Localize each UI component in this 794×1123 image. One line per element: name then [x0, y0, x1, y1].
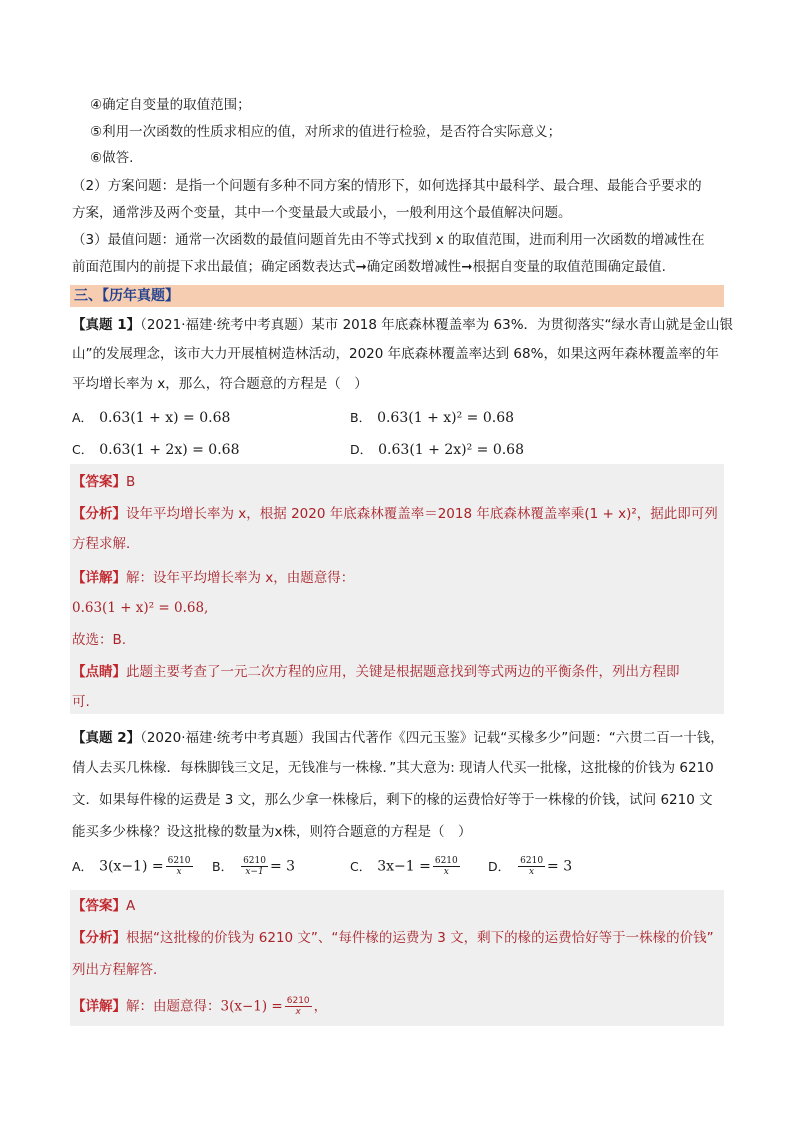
q1-answer-tag: 【答案】 [72, 474, 126, 490]
q2-option-b [212, 856, 295, 877]
q2-option-c-denominator: x [443, 867, 449, 877]
q1-option-c-label: C． [72, 442, 94, 457]
q1-note-line-2: 可. [72, 694, 90, 710]
q2-option-a [72, 856, 195, 877]
step-5: ⑤利用一次函数的性质求相应的值，对所求的值进行检验，是否符合实际意义； [90, 124, 562, 140]
q1-note-text: 此题主要考查了一元二次方程的应用，关键是根据题意找到等式两边的平衡条件，列出方程即 [126, 664, 680, 680]
q2-detail-numerator: 6210 [286, 996, 310, 1006]
q1-text-1: （2021·福建·统考中考真题）某市 2018 年底森林覆盖率为 63%．为贯彻落实“绿水青山就是金山银 [140, 317, 734, 333]
q1-note-line-1 [72, 662, 680, 682]
q1-option-d [350, 440, 524, 458]
step-6: ⑥做答. [90, 150, 134, 166]
q2-option-a-label: A． [72, 858, 94, 874]
q1-option-b-text: 0.63(1 + x)² = 0.68 [377, 410, 515, 426]
q1-option-d-label: D． [350, 442, 373, 457]
q2-detail-tag: 【详解】 [72, 998, 126, 1015]
q2-option-b-right: = 3 [269, 858, 296, 875]
q1-option-a-label: A． [72, 410, 94, 425]
q1-note-tag: 【点睛】 [72, 664, 126, 680]
q1-line-1 [72, 315, 733, 335]
q2-option-b-denominator: x−1 [245, 867, 264, 877]
q1-line-2: 山”的发展理念，该市大力开展植树造林活动，2020 年底森林覆盖率达到 68%，如果这两年森林覆盖率的年 [72, 346, 719, 362]
q1-answer-value: B [126, 474, 136, 490]
paragraph-3-line-1: （3）最值问题：通常一次函数的最值问题首先由不等式找到 x 的取值范围，进而利用一次函数的增减性在 [72, 232, 705, 248]
q1-analysis-line-2: 方程求解． [72, 536, 140, 552]
q1-detail-line-1 [72, 568, 354, 588]
q2-analysis-text: 根据“这批椽的价钱为 6210 文”、“每件椽的运费为 3 文，剩下的椽的运费恰好等于一株椽的价钱” [126, 930, 714, 946]
q1-detail-tag: 【详解】 [72, 570, 126, 586]
section-header [70, 285, 724, 307]
paragraph-2-line-1: （2）方案问题：是指一个问题有多种不同方案的情形下，如何选择其中最科学、最合理、最能合乎要求的 [72, 178, 702, 194]
q1-answer [72, 472, 135, 492]
q2-detail-line [72, 996, 327, 1017]
q2-detail-left: 3(x−1) = [220, 998, 283, 1015]
q2-option-d-label: D． [488, 858, 511, 874]
q1-option-c-text: 0.63(1 + 2x) = 0.68 [99, 442, 240, 458]
paragraph-3-line-2: 前面范围内的前提下求出最值；确定函数表达式➞确定函数增减性➞根据自变量的取值范围确定最值. [72, 259, 666, 275]
q1-detail-text: 解：设年平均增长率为 x，由题意得： [126, 570, 355, 586]
q2-option-a-denominator: x [176, 867, 182, 877]
q1-option-a [72, 408, 230, 426]
q2-option-d-right: = 3 [547, 858, 573, 875]
q1-detail-equation: 0.63(1 + x)² = 0.68, [72, 600, 209, 616]
q2-answer-value: A [126, 898, 136, 914]
q2-option-d [488, 856, 572, 877]
q2-tag: 【真题 2】 [72, 730, 141, 746]
q2-answer [72, 896, 135, 916]
q2-analysis-line-2: 列出方程解答． [72, 962, 167, 978]
q2-option-c-numerator: 6210 [434, 856, 458, 866]
q2-answer-tag: 【答案】 [72, 898, 126, 914]
q1-analysis-text: 设年平均增长率为 x，根据 2020 年底森林覆盖率＝2018 年底森林覆盖率乘(1 + x)²，据此即可列 [126, 506, 718, 522]
q1-option-c [72, 440, 239, 458]
q2-option-c-label: C． [350, 858, 372, 874]
q1-detail-choose: 故选：B. [72, 632, 127, 648]
q2-option-d-numerator: 6210 [520, 856, 544, 866]
section-title: 三、【历年真题】 [74, 288, 179, 304]
q2-option-b-label: B． [212, 858, 234, 874]
q2-line-3: 文．如果每件椽的运费是 3 文，那么少拿一株椽后，剩下的椽的运费恰好等于一株椽的价钱，试问 6210 文 [72, 792, 713, 808]
q1-option-d-text: 0.63(1 + 2x)² = 0.68 [378, 442, 524, 458]
q2-detail-end: ， [313, 998, 328, 1015]
q1-line-3: 平均增长率为 x，那么，符合题意的方程是（ ） [72, 376, 368, 392]
paragraph-2-line-2: 方案，通常涉及两个变量，其中一个变量最大或最小，一般利用这个最值解决问题。 [72, 205, 572, 221]
q2-analysis-line-1 [72, 928, 714, 948]
q2-line-4: 能买多少株椽？设这批椽的数量为x株，则符合题意的方程是（ ） [72, 824, 472, 840]
q2-line-1 [72, 728, 724, 748]
q2-option-a-left: 3(x−1) = [99, 858, 164, 875]
q1-analysis-tag: 【分析】 [72, 506, 126, 522]
q2-detail-text: 解：由题意得： [126, 998, 221, 1015]
q2-option-c [350, 856, 462, 877]
q2-analysis-tag: 【分析】 [72, 930, 126, 946]
q2-option-d-denominator: x [529, 867, 535, 877]
q1-option-a-text: 0.63(1 + x) = 0.68 [99, 410, 231, 426]
q2-detail-denominator: x [295, 1007, 301, 1017]
q1-analysis-line-1 [72, 504, 718, 524]
q2-line-2: 倩人去买几株椽．每株脚钱三文足，无钱准与一株椽．”其大意为: 现请人代买一批椽，这批椽的价钱为 6210 [72, 760, 714, 776]
q1-option-b [350, 408, 514, 426]
q2-option-a-numerator: 6210 [167, 856, 191, 866]
q1-tag: 【真题 1】 [72, 317, 141, 333]
q2-option-b-numerator: 6210 [243, 856, 266, 866]
q2-option-c-left: 3x−1 = [377, 858, 431, 875]
step-4: ④确定自变量的取值范围； [90, 97, 251, 113]
q2-text-1: （2020·福建·统考中考真题）我国古代著作《四元玉鉴》记载“买椽多少”问题：“六贯二百一十钱， [140, 730, 724, 746]
q1-option-b-label: B． [350, 410, 372, 425]
